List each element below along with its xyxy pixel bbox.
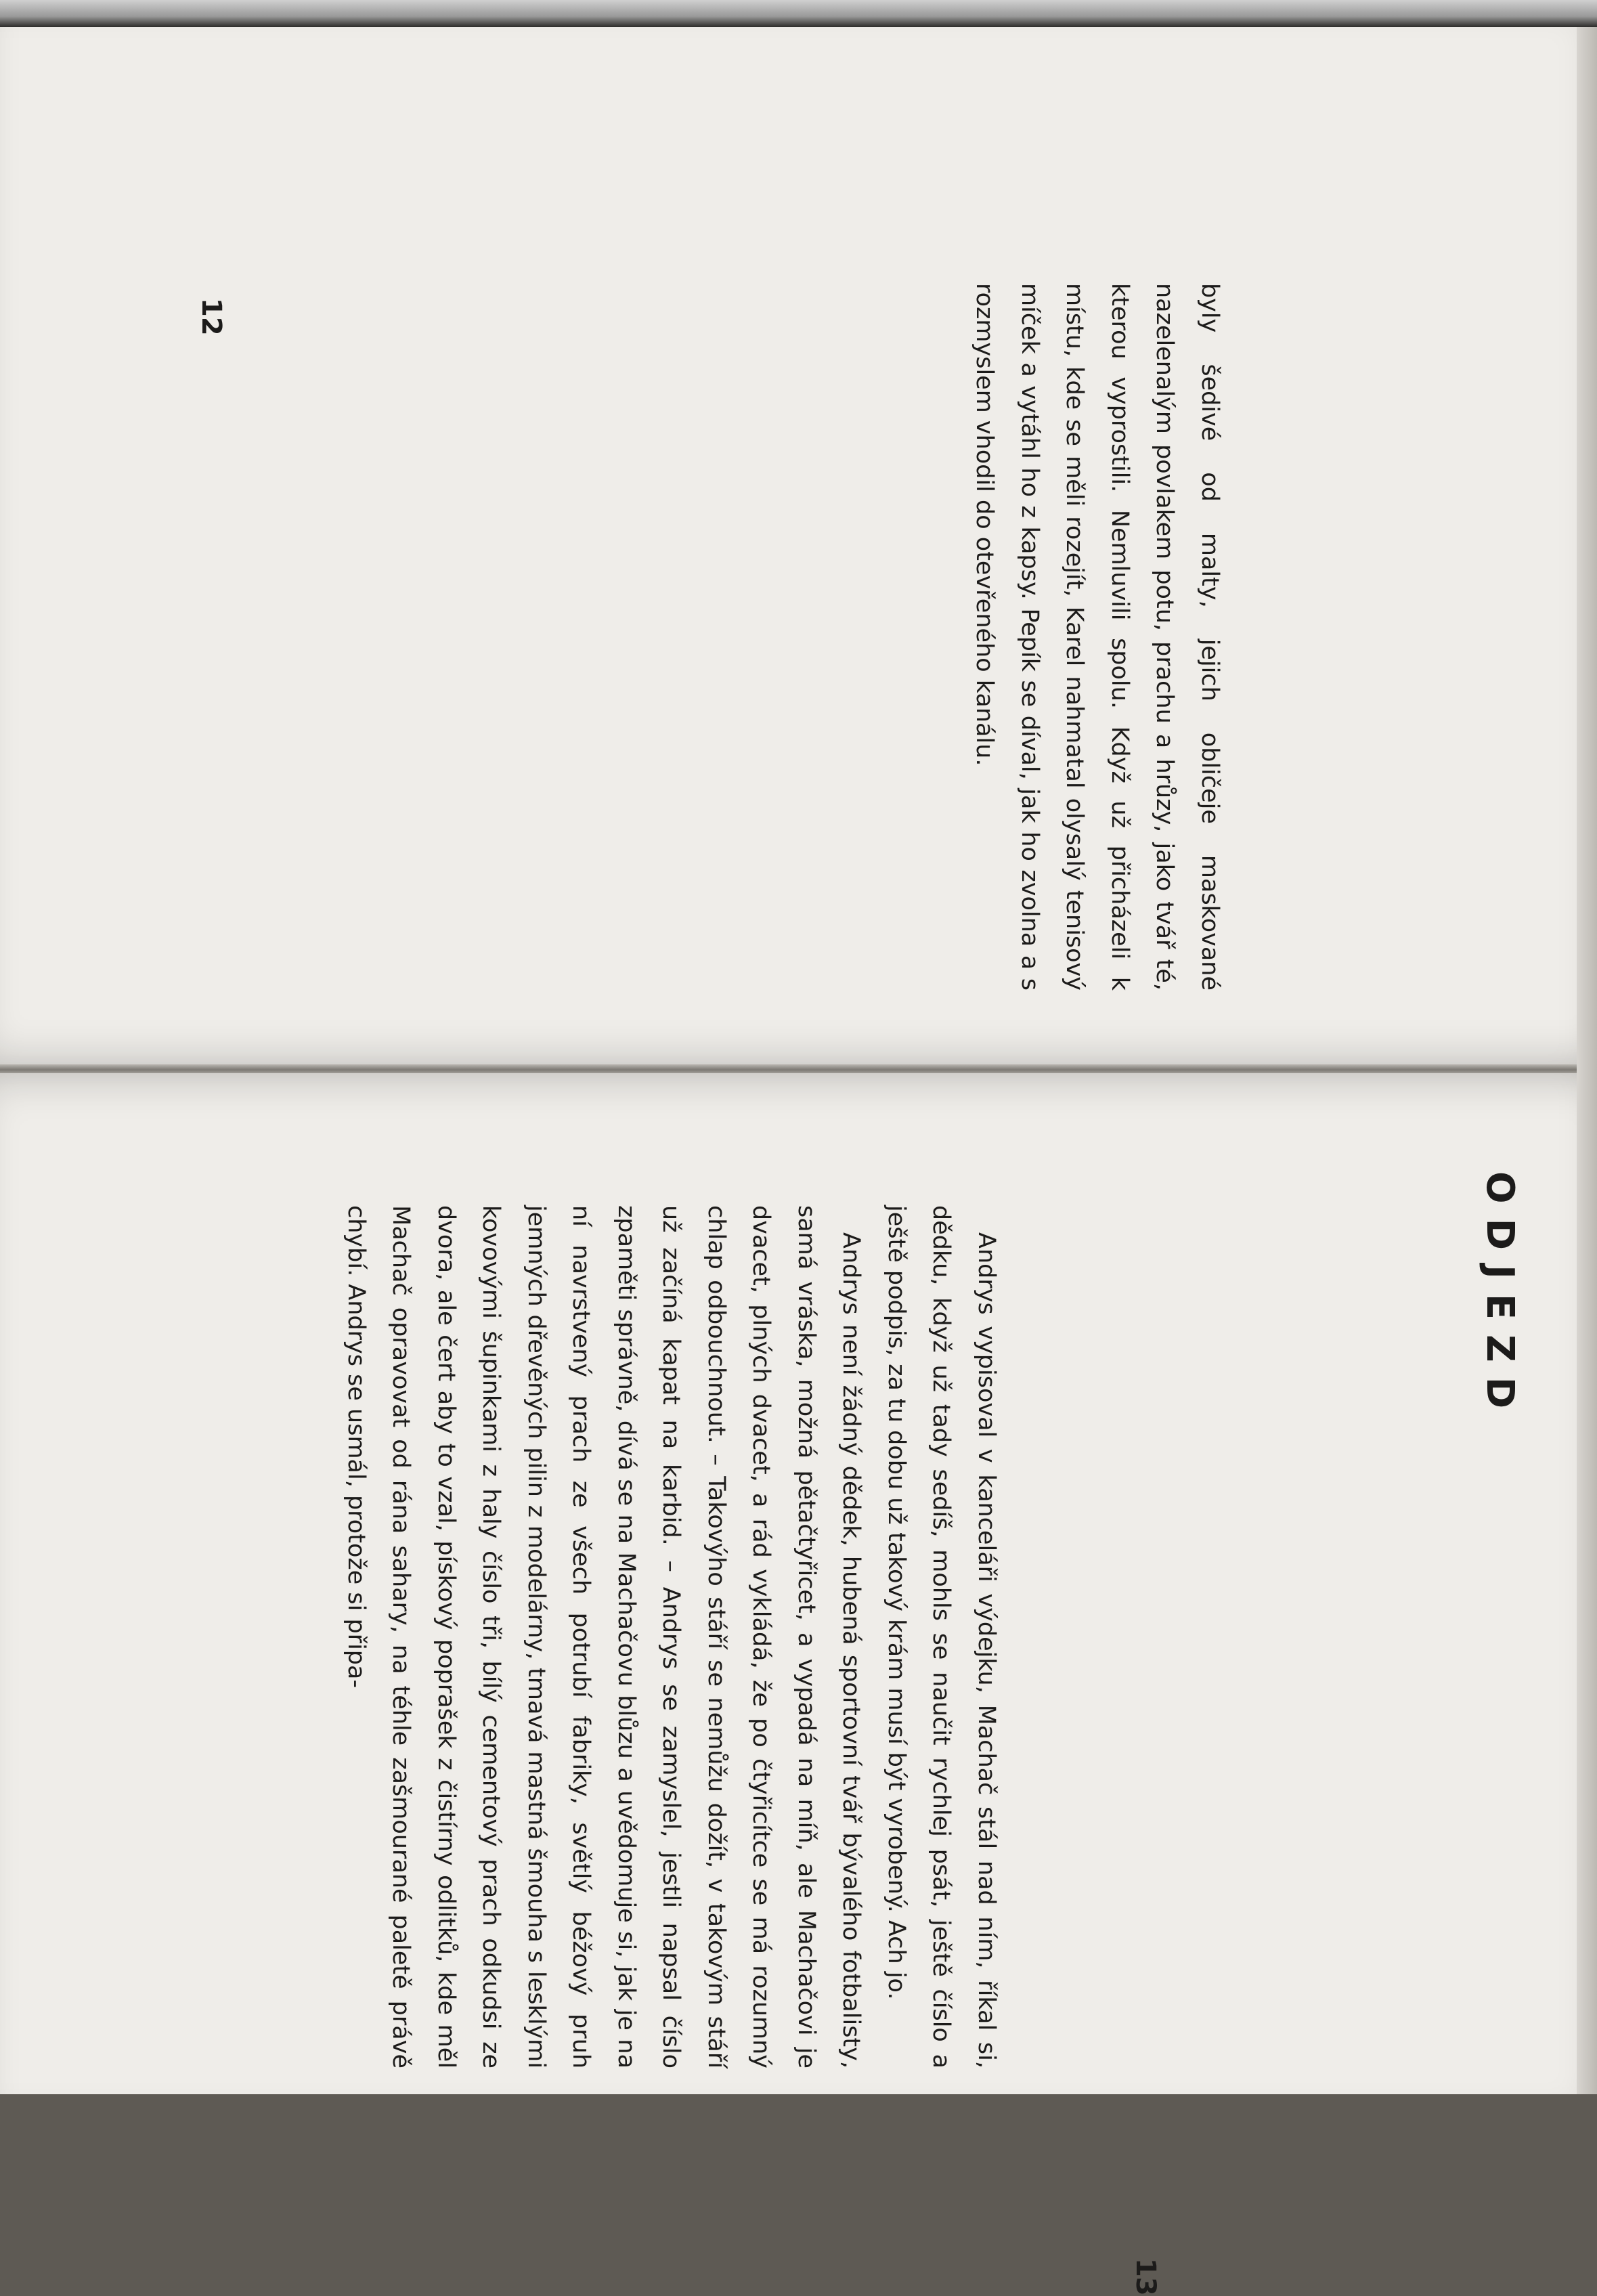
chapter-title: ODJEZD [1478, 1171, 1522, 1424]
page-right [0, 1073, 1597, 2296]
page-number-12: 12 [196, 298, 227, 336]
page-left [0, 27, 1597, 1066]
page-edge-shadow [1577, 27, 1597, 2094]
page-12-text [962, 283, 1232, 991]
page-number-13: 13 [1130, 2258, 1161, 2296]
scan-top-edge [0, 0, 1597, 27]
paragraph-1: Andrys vypisoval v kanceláři výdejku, Machač stál nad ním, říkal si, dědku, když už tady sedíš, mohls se naučit rychlej psát, ještě číslo a ještě podpis, za tu dobu už takový krám musí být vyrobený. Ach jo. [883, 1205, 1000, 2068]
page-13-text [334, 1205, 1009, 2068]
paragraph-2: Andrys není žádný dědek, hubená sportovní tvář bývalého fotbalisty, samá vráska, možná pětačtyřicet, a vypadá na míň, ale Machačovi je dvacet, plných dvacet, a rád vykládá, že po čtyřicítce se má rozumný chlap odbouchnout. – Takovýho stáří se nemůžu dožít, v takovým stáří už začíná kapat na karbid. – Andrys se zamyslel, jestli napsal číslo zpaměti správně, dívá se na Machačovu blůzu a uvědomuje si, jak je na ní navrstvený prach ze všech potrubí fabriky, světlý béžový pruh jemných dřevěných pilin z modelárny, tmavá mastná šmouha s lesklými kovovými šupinkami z haly číslo tři, bílý cementový prach odkudsi ze dvora, ale čert aby to vzal, pískový poprašek z čistírny odlitků, kde měl Machač opravovat od rána sahary, na téhle zašmourané paletě právě chybí. Andrys se usmál, protože si připa- [343, 1205, 865, 2068]
page-12-paragraph: byly šedivé od malty, jejich obličeje maskované nazelenalým povlakem potu, prachu a hrůzy, jako tvář té, kterou vyprostili. Nemluvili spolu. Když už přicházeli k místu, kde se měli rozejít, Karel nahmatal olysalý tenisový míček a vytáhl ho z kapsy. Pepík se díval, jak ho zvolna a s rozmyslem vhodil do otevřeného kanálu. [971, 283, 1223, 991]
